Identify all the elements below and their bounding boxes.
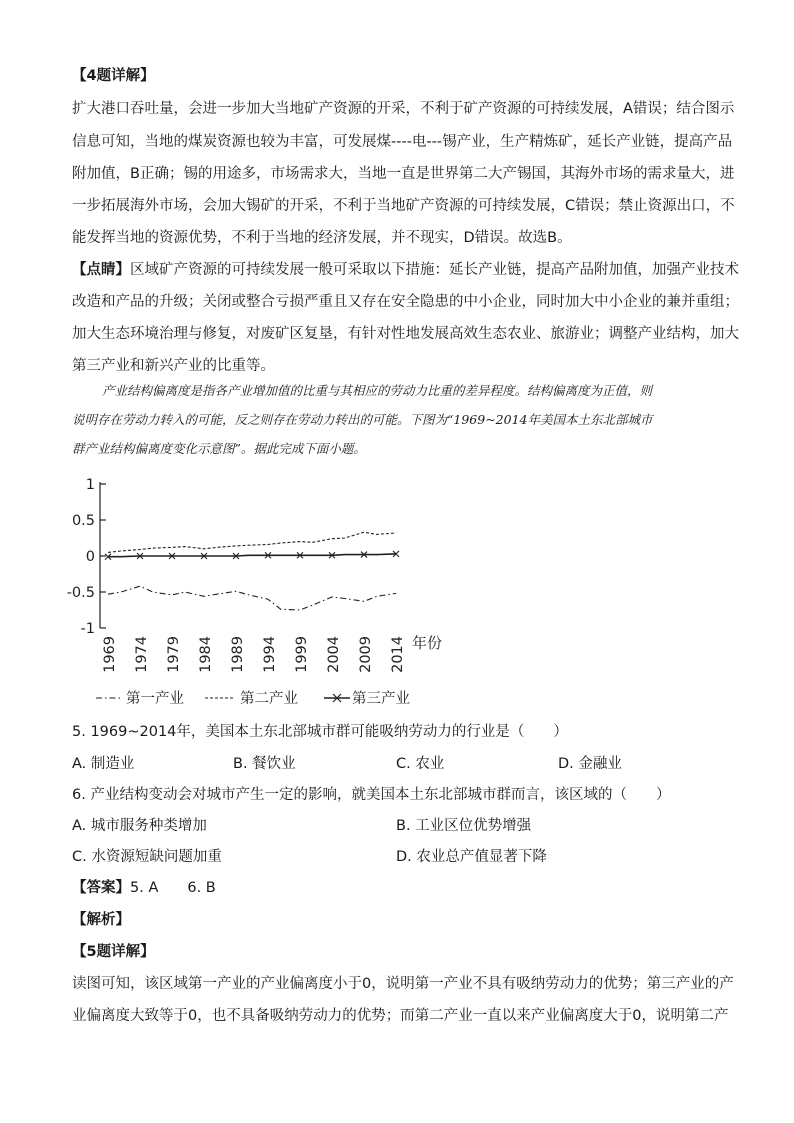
x-tick-label: 2014 [390,636,406,673]
q4-line-2: 信息可知，当地的煤炭资源也较为丰富，可发展煤----电---锡产业，生产精炼矿，延长产业链，提高产品 [72,134,733,150]
analysis-label: 【解析】 [72,912,130,928]
x-tick-label: 1994 [262,636,278,673]
x-tick-label: 1999 [294,636,310,673]
x-tick-label: 2004 [326,636,342,673]
x-tick-label: 1989 [230,636,246,673]
deviation-chart [60,468,460,718]
q5-detail-heading: 【5题详解】 [72,944,155,960]
q6-option-b: B. 工业区位优势增强 [396,818,532,834]
y-tick-label: 0 [85,549,95,565]
y-tick-label: -0.5 [66,585,95,601]
y-tick-label: -1 [80,621,95,637]
q4-line-1: 扩大港口吞吐量，会进一步加大当地矿产资源的开采，不利于矿产资源的可持续发展，A错误；结合图示 [72,101,735,117]
x-axis-ticks [102,636,406,673]
q4-line-4: 一步拓展海外市场，会加大锡矿的开采，不利于当地矿产资源的可持续发展，C错误；禁止资源出口，不 [72,198,735,214]
tip-line-1 [72,260,739,280]
q5-detail-line-1: 读图可知，该区域第一产业的产业偏离度小于0，说明第一产业不具有吸纳劳动力的优势；第三产业的产 [72,976,734,992]
tip-line-4: 第三产业和新兴产业的比重等。 [72,358,275,374]
q4-line-3: 附加值，B正确；锡的用途多，市场需求大，当地一直是世界第二大产锡国，其海外市场的需求量大，进 [72,166,735,182]
x-tick-label: 1974 [134,636,150,673]
y-tick-label: 0.5 [71,513,95,529]
tip-line-3: 加大生态环境治理与修复，对废矿区复垦，有针对性地发展高效生态农业、旅游业；调整产业结构，加大 [72,326,739,342]
series-lines [105,532,399,610]
series-line-3 [108,554,396,557]
x-tick-label: 1969 [102,636,118,673]
q5-option-d: D. 金融业 [558,756,622,772]
tip-heading: 【点睛】 [72,262,130,278]
tip-first-text: 区域矿产资源的可持续发展一般可采取以下措施：延长产业链，提高产品附加值，加强产业技术 [130,262,739,278]
q6-option-d: D. 农业总产值显著下降 [396,849,547,865]
q5-detail-line-2: 业偏离度大致等于0，也不具备吸纳劳动力的优势；而第二产业一直以来产业偏离度大于0，说明第二产 [72,1008,729,1024]
q5-option-b: B. 餐饮业 [233,756,296,772]
x-axis-title: 年份 [412,634,443,652]
q5-option-a: A. 制造业 [72,756,135,772]
legend-label-1: 第一产业 [126,691,184,707]
q4-line-5: 能发挥当地的资源优势，不利于当地的经济发展，并不现实，D错误。故选B。 [72,230,572,246]
intro-line-2: 说明存在劳动力转入的可能，反之则存在劳动力转出的可能。下图为“1969~2014年美国本土东北部城市 [72,412,653,427]
q4-heading: 【4题详解】 [72,68,155,84]
legend-label-2: 第二产业 [240,691,298,707]
x-tick-label: 2009 [358,636,374,673]
q6-stem: 6. 产业结构变动会对城市产生一定的影响，就美国本土东北部城市群而言，该区域的（ ） [72,787,671,803]
q5-option-c: C. 农业 [396,756,445,772]
x-tick-label: 1984 [198,636,214,673]
x-tick-label: 1979 [166,636,182,673]
answer-label: 【答案】 [72,880,130,896]
series-line-1 [108,586,396,610]
legend-label-3: 第三产业 [352,691,410,707]
answer-line [72,878,722,898]
q5-stem: 5. 1969~2014年，美国本土东北部城市群可能吸纳劳动力的行业是（ ） [72,724,568,740]
chart-legend [96,690,410,707]
y-tick-label: 1 [85,477,95,493]
answer-text: 5. A 6. B [130,880,216,896]
q6-option-a: A. 城市服务种类增加 [72,818,207,834]
intro-line-3: 群产业结构偏离度变化示意图”。据此完成下面小题。 [72,441,366,456]
series-line-2 [108,532,396,552]
tip-line-2: 改造和产品的升级；关闭或整合亏损严重且又存在安全隐患的中小企业，同时加大中小企业的兼并重组； [72,294,739,310]
q6-option-c: C. 水资源短缺问题加重 [72,849,222,865]
intro-line-1: 产业结构偏离度是指各产业增加值的比重与其相应的劳动力比重的差异程度。结构偏离度为正值，则 [102,383,653,398]
